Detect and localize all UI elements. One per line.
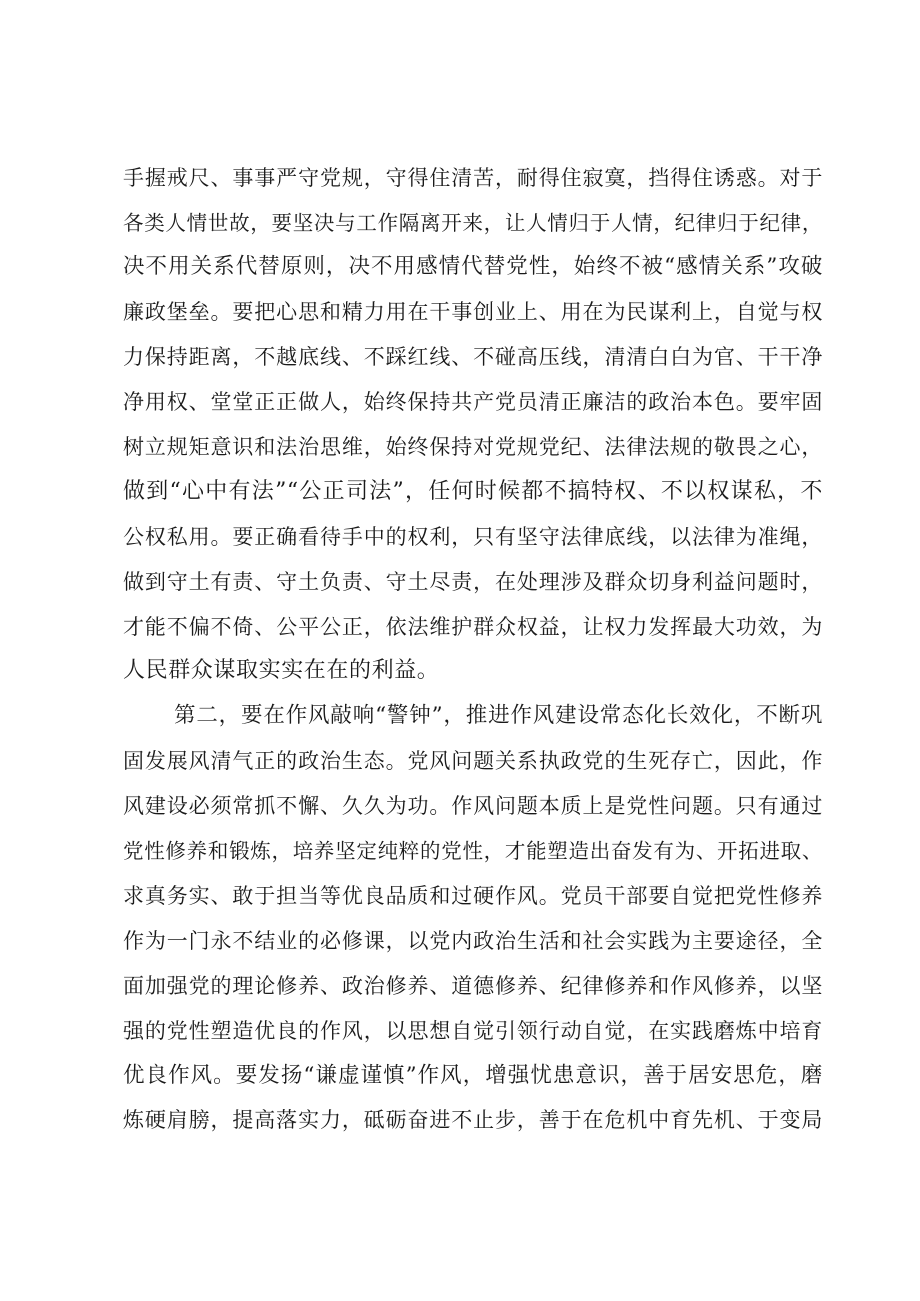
text-line: 作为一门永不结业的必修课，以党内政治生活和社会实践为主要途径，全 — [123, 929, 823, 953]
text-line: 决不用关系代替原则，决不用感情代替党性，始终不被“感情关系”攻破 — [123, 254, 823, 279]
text-line: 做到守土有责、守土负责、守土尽责，在处理涉及群众切身利益问题时， — [123, 570, 823, 594]
text-line: 强的党性塑造优良的作风，以思想自觉引领行动自觉，在实践磨炼中培育 — [123, 1019, 823, 1043]
text-line: 优良作风。要发扬“谦虚谨慎”作风，增强忧患意识，善于居安思危，磨 — [123, 1063, 823, 1088]
text-line: 第二，要在作风敲响“警钟”，推进作风建设常态化长效化，不断巩 — [174, 703, 823, 728]
text-line: 党性修养和锻炼，培养坚定纯粹的党性，才能塑造出奋发有为、开拓进取、 — [123, 839, 823, 863]
text-line: 树立规矩意识和法治思维，始终保持对党规党纪、法律法规的敬畏之心， — [123, 435, 823, 459]
text-line: 净用权、堂堂正正做人，始终保持共产党员清正廉洁的政治本色。要牢固 — [123, 390, 823, 414]
text-line: 炼硬肩膀，提高落实力，砥砺奋进不止步，善于在危机中育先机、于变局 — [123, 1108, 823, 1132]
text-line: 廉政堡垒。要把心思和精力用在干事创业上、用在为民谋利上，自觉与权 — [123, 300, 823, 324]
text-line: 做到“心中有法”“公正司法”，任何时候都不搞特权、不以权谋私，不 — [123, 479, 823, 504]
text-line: 固发展风清气正的政治生态。党风问题关系执政党的生死存亡，因此，作 — [123, 749, 823, 773]
text-line: 公权私用。要正确看待手中的权利，只有坚守法律底线，以法律为准绳， — [123, 525, 823, 549]
text-line: 力保持距离，不越底线、不踩红线、不碰高压线，清清白白为官、干干净 — [123, 345, 823, 369]
text-line: 各类人情世故，要坚决与工作隔离开来，让人情归于人情，纪律归于纪律， — [123, 211, 823, 235]
text-line: 风建设必须常抓不懈、久久为功。作风问题本质上是党性问题。只有通过 — [123, 794, 823, 818]
text-line: 手握戒尺、事事严守党规，守得住清苦，耐得住寂寞，挡得住诱惑。对于 — [123, 166, 823, 190]
text-line: 面加强党的理论修养、政治修养、道德修养、纪律修养和作风修养，以坚 — [123, 974, 823, 998]
text-line: 人民群众谋取实实在在的利益。 — [123, 658, 440, 683]
text-line: 才能不偏不倚、公平公正，依法维护群众权益，让权力发挥最大功效，为 — [123, 615, 823, 639]
text-line: 求真务实、敢于担当等优良品质和过硬作风。党员干部要自觉把党性修养 — [123, 884, 823, 908]
